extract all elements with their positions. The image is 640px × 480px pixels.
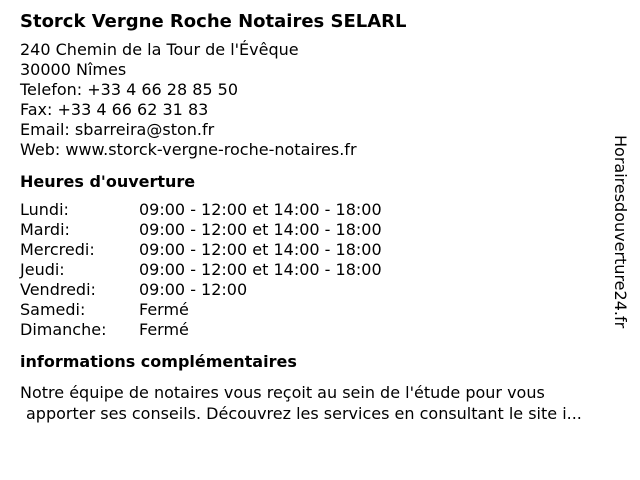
time-value: 09:00 - 12:00 et 14:00 - 18:00 xyxy=(139,260,382,279)
day-label: Dimanche: xyxy=(20,320,107,339)
hours-row-tuesday xyxy=(20,220,610,240)
time-value: Fermé xyxy=(139,300,189,319)
time-value: 09:00 - 12:00 et 14:00 - 18:00 xyxy=(139,220,382,239)
hours-row-monday xyxy=(20,200,610,220)
business-card xyxy=(20,10,610,424)
phone-line: Telefon: +33 4 66 28 85 50 xyxy=(20,80,239,99)
email-line: Email: sbarreira@ston.fr xyxy=(20,120,215,139)
address-city: 30000 Nîmes xyxy=(20,60,127,79)
day-label: Lundi: xyxy=(20,200,69,219)
hours-table xyxy=(20,200,610,340)
hours-row-thursday xyxy=(20,260,610,280)
info-title: informations complémentaires xyxy=(20,352,297,371)
info-line-2: apporter ses conseils. Découvrez les services en consultant le site i... xyxy=(26,404,582,423)
site-watermark: Horairesdouverture24.fr xyxy=(611,135,630,329)
time-value: 09:00 - 12:00 xyxy=(139,280,248,299)
hours-row-wednesday xyxy=(20,240,610,260)
day-label: Jeudi: xyxy=(20,260,65,279)
hours-row-friday xyxy=(20,280,610,300)
time-value: 09:00 - 12:00 et 14:00 - 18:00 xyxy=(139,200,382,219)
business-name: Storck Vergne Roche Notaires SELARL xyxy=(20,11,407,32)
web-line: Web: www.storck-vergne-roche-notaires.fr xyxy=(20,140,357,159)
day-label: Mardi: xyxy=(20,220,70,239)
day-label: Samedi: xyxy=(20,300,86,319)
hours-row-saturday xyxy=(20,300,610,320)
hours-title: Heures d'ouverture xyxy=(20,172,196,191)
day-label: Vendredi: xyxy=(20,280,96,299)
info-description xyxy=(20,382,610,424)
time-value: Fermé xyxy=(139,320,189,339)
address-street: 240 Chemin de la Tour de l'Évêque xyxy=(20,40,299,59)
hours-row-sunday xyxy=(20,320,610,340)
day-label: Mercredi: xyxy=(20,240,95,259)
time-value: 09:00 - 12:00 et 14:00 - 18:00 xyxy=(139,240,382,259)
info-line-1: Notre équipe de notaires vous reçoit au sein de l'étude pour vous xyxy=(20,383,545,402)
fax-line: Fax: +33 4 66 62 31 83 xyxy=(20,100,209,119)
